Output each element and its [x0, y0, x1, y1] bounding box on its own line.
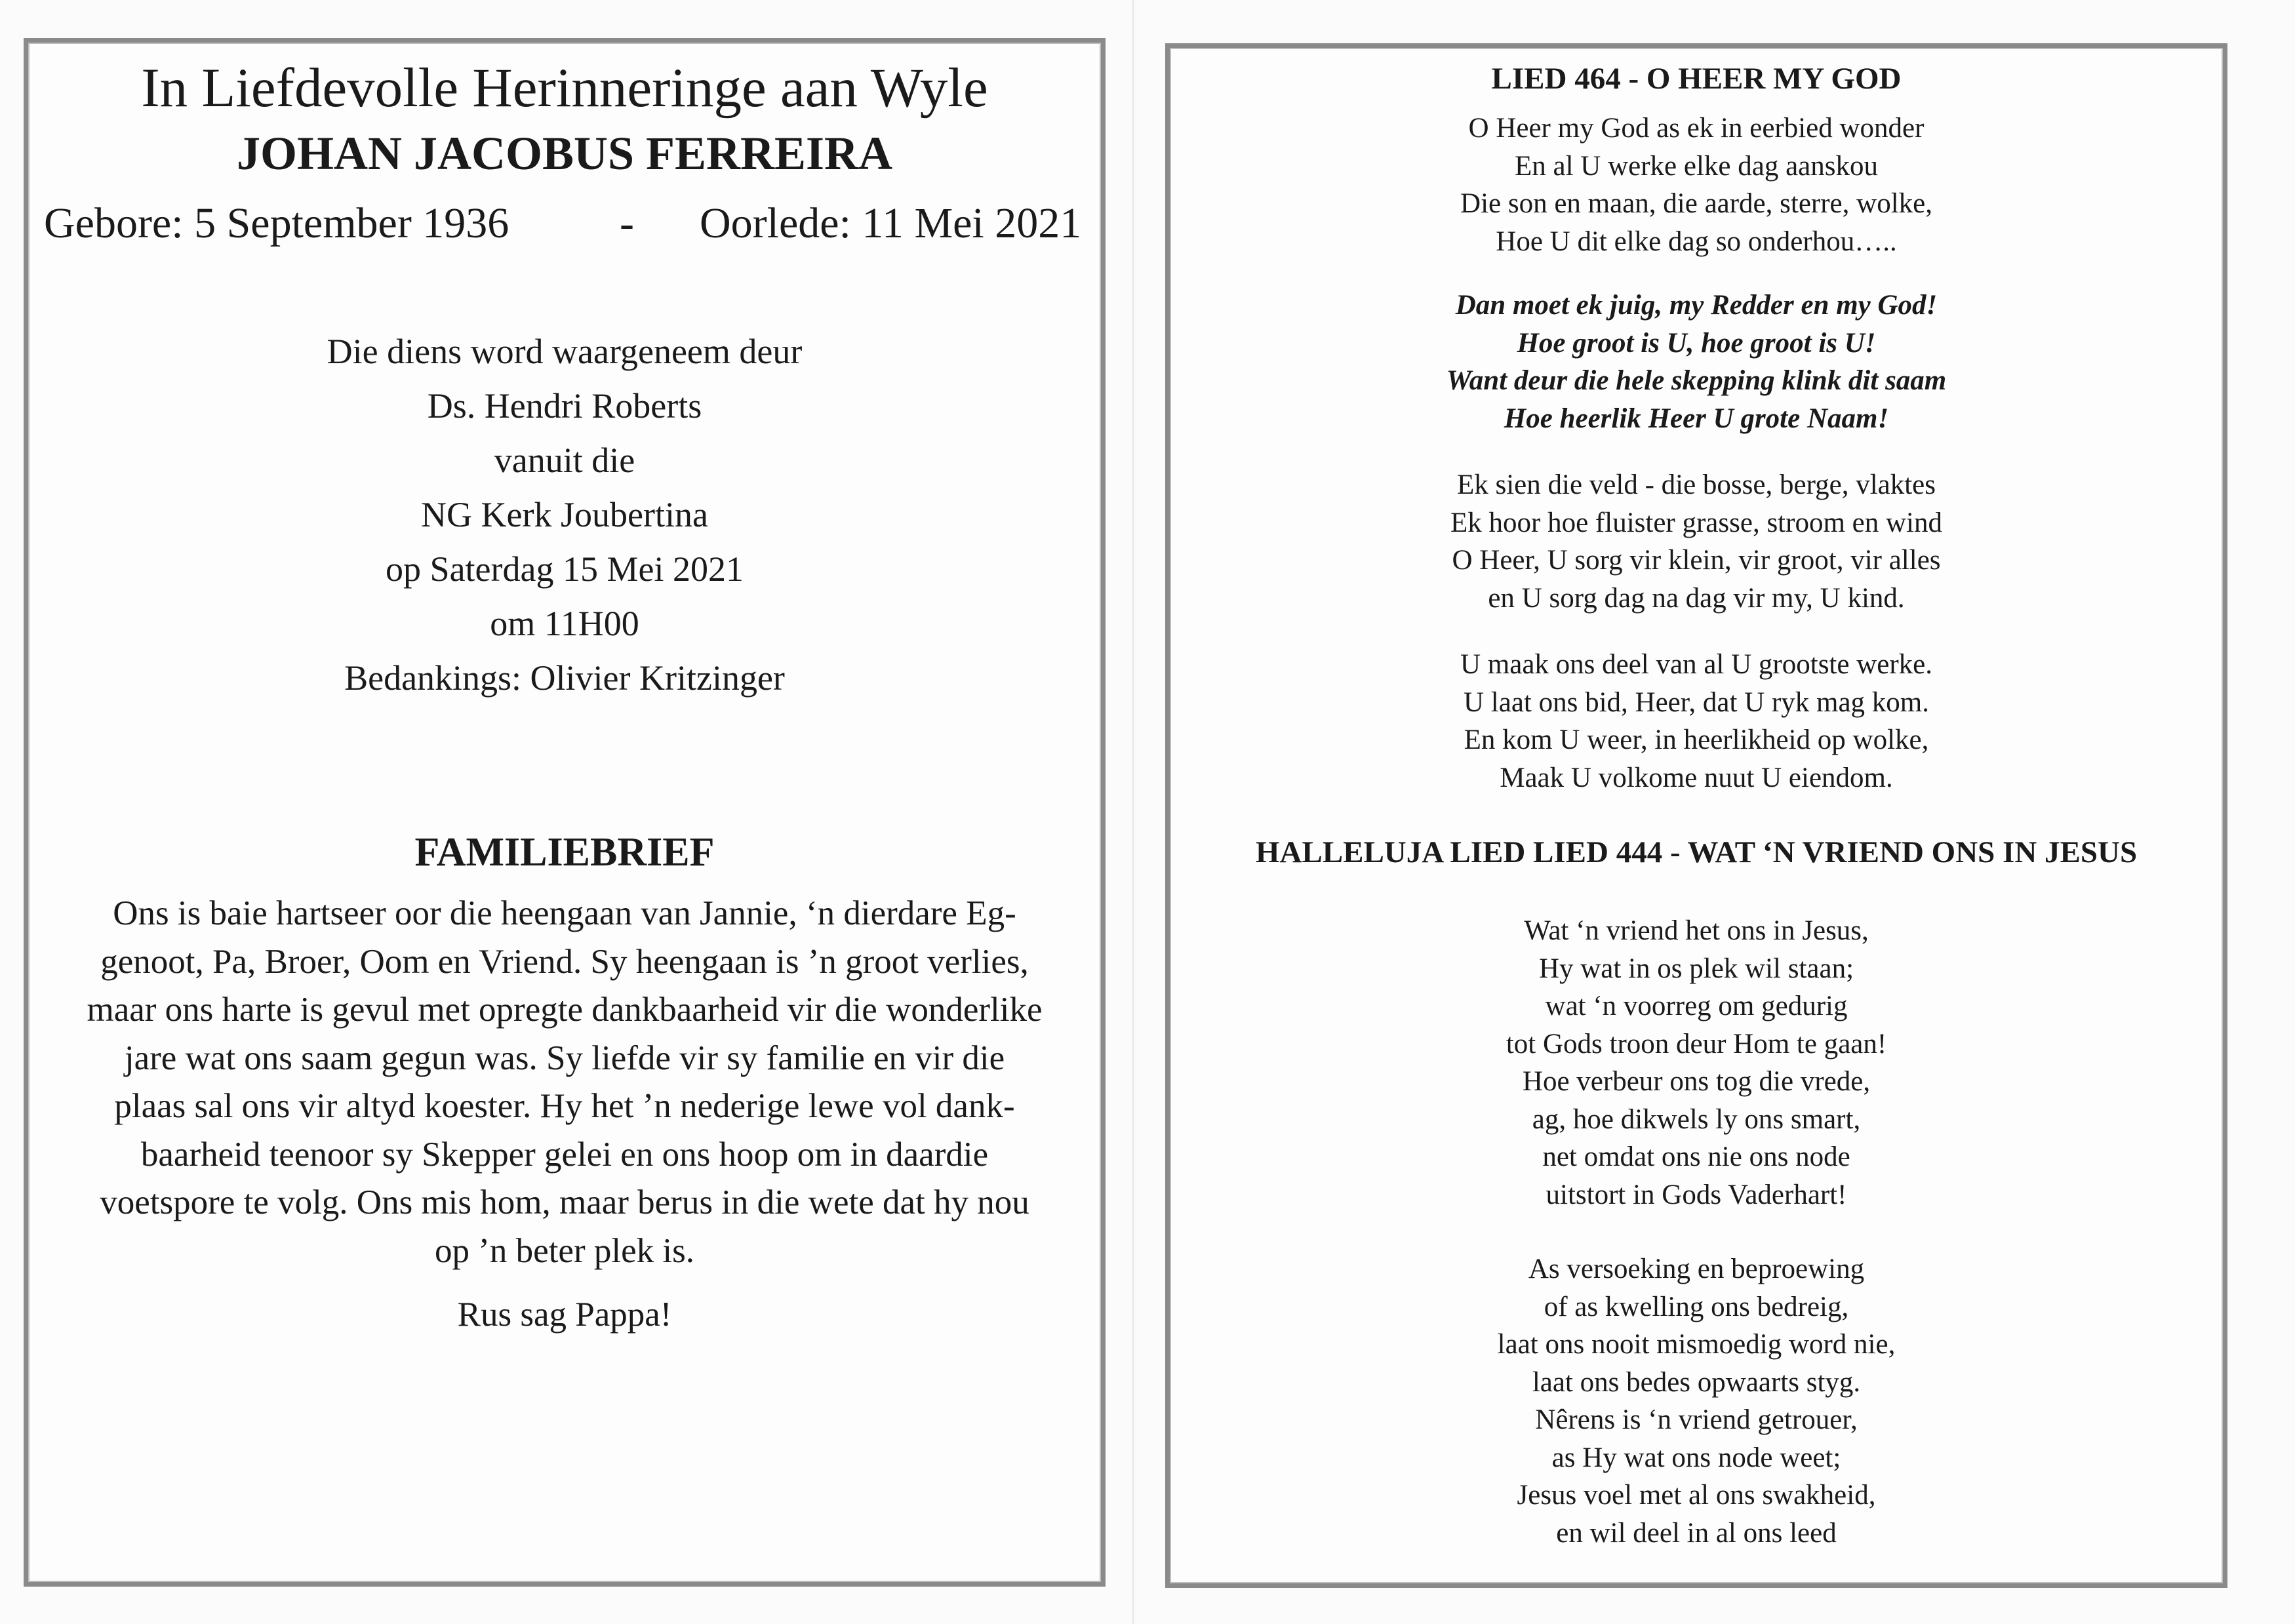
lyric-line: O Heer, U sorg vir klein, vir groot, vir alles: [1452, 545, 1941, 576]
lyric-line: Want deur die hele skepping klink dit saam: [1446, 365, 1947, 396]
lyric-line: U maak ons deel van al U grootste werke.: [1460, 649, 1933, 680]
lyric-line: as Hy wat ons node weet;: [1551, 1442, 1841, 1473]
lyric-line: Maak U volkome nuut U eiendom.: [1500, 762, 1893, 793]
lyric-line: As versoeking en beproewing: [1528, 1254, 1865, 1284]
memorial-heading: In Liefdevolle Herinneringe aan Wyle: [141, 57, 988, 119]
deceased-name: JOHAN JACOBUS FERREIRA: [236, 127, 893, 180]
lyric-line: en U sorg dag na dag vir my, U kind.: [1488, 582, 1905, 614]
birth-date: Gebore: 5 September 1936: [44, 199, 509, 247]
letter-line: Ons is baie hartseer oor die heengaan van Jannie, ‘n dierdare Eg-: [113, 894, 1016, 932]
letter-line: baarheid teenoor sy Skepper gelei en ons hoop om in daardie: [140, 1135, 989, 1174]
lyric-line: En al U werke elke dag aanskou: [1514, 150, 1878, 182]
lyric-line: Hoe heerlik Heer U grote Naam!: [1504, 403, 1889, 434]
lyric-line: wat ‘n voorreg om gedurig: [1545, 991, 1848, 1021]
hymn-464-chorus: [1170, 287, 2223, 437]
farewell-line: Rus sag Pappa!: [457, 1296, 672, 1334]
service-line: vanuit die: [494, 441, 635, 480]
dates-separator: -: [620, 199, 634, 247]
lyric-line: O Heer my God as ek in eerbied wonder: [1468, 113, 1925, 144]
hymn-464-stanza-1: [1170, 109, 2223, 260]
lyric-line: Hoe U dit elke dag so onderhou…..: [1496, 226, 1897, 257]
letter-line: maar ons harte is gevul met opregte dankbaarheid vir die wonderlike: [87, 991, 1043, 1029]
service-line: op Saterdag 15 Mei 2021: [386, 549, 744, 589]
service-line: NG Kerk Joubertina: [421, 495, 708, 534]
lyric-line: Wat ‘n vriend het ons in Jesus,: [1524, 915, 1869, 946]
lyric-line: Hy wat in os plek wil staan;: [1538, 953, 1854, 984]
lyric-line: Jesus voel met al ons swakheid,: [1517, 1480, 1876, 1511]
lyric-line: Hoe verbeur ons tog die vrede,: [1522, 1066, 1871, 1097]
letter-line: plaas sal ons vir altyd koester. Hy het ’n nederige lewe vol dank-: [114, 1087, 1015, 1125]
lyric-line: net omdat ons nie ons node: [1542, 1141, 1850, 1172]
hymn-444-stanza-1: [1170, 912, 2223, 1214]
lyric-line: Dan moet ek juig, my Redder en my God!: [1455, 290, 1938, 321]
lyric-line: Nêrens is ‘n vriend getrouer,: [1535, 1404, 1858, 1435]
lyric-line: Hoe groot is U, hoe groot is U!: [1517, 327, 1876, 359]
letter-line: jare wat ons saam gegun was. Sy liefde vir sy familie en vir die: [124, 1039, 1005, 1077]
service-line: Ds. Hendri Roberts: [427, 386, 702, 426]
service-line: Bedankings: Olivier Kritzinger: [344, 658, 785, 698]
lyric-line: En kom U weer, in heerlikheid op wolke,: [1464, 724, 1929, 755]
hymns-panel: [1165, 43, 2227, 1588]
letter-line: op ’n beter plek is.: [435, 1231, 694, 1270]
memorial-panel: [24, 38, 1106, 1587]
hymn-464-stanza-2: [1170, 466, 2223, 617]
letter-line: genoot, Pa, Broer, Oom en Vriend. Sy heengaan is ’n groot verlies,: [100, 942, 1029, 981]
lyric-line: tot Gods troon deur Hom te gaan!: [1506, 1028, 1887, 1060]
hymn-464-title: LIED 464 - O HEER MY GOD: [1491, 62, 1902, 96]
service-line: Die diens word waargeneem deur: [327, 332, 803, 371]
page-fold: [1132, 0, 1134, 1624]
family-letter-title: FAMILIEBRIEF: [414, 830, 715, 875]
lyric-line: en wil deel in al ons leed: [1556, 1517, 1837, 1549]
letter-line: voetspore te volg. Ons mis hom, maar berus in die wete dat hy nou: [100, 1183, 1029, 1221]
lyric-line: U laat ons bid, Heer, dat U ryk mag kom.: [1463, 686, 1929, 718]
lyric-line: uitstort in Gods Vaderhart!: [1546, 1179, 1847, 1210]
lyric-line: Ek sien die veld - die bosse, berge, vlaktes: [1456, 469, 1936, 500]
hymn-444-stanza-2: [1170, 1250, 2223, 1552]
service-line: om 11H00: [490, 604, 639, 643]
hymn-464-stanza-3: [1170, 646, 2223, 797]
lyric-line: laat ons nooit mismoedig word nie,: [1497, 1329, 1896, 1360]
lyric-line: of as kwelling ons bedreig,: [1544, 1291, 1849, 1322]
service-details: [28, 325, 1101, 705]
lyric-line: Ek hoor hoe fluister grasse, stroom en wind: [1450, 507, 1942, 538]
family-letter-body: [28, 890, 1101, 1275]
death-date: Oorlede: 11 Mei 2021: [700, 199, 1082, 247]
hymn-444-title: HALLELUJA LIED LIED 444 - WAT ‘N VRIEND ONS IN JESUS: [1255, 835, 2138, 869]
lyric-line: laat ons bedes opwaarts styg.: [1532, 1366, 1861, 1398]
lyric-line: ag, hoe dikwels ly ons smart,: [1532, 1103, 1861, 1135]
lyric-line: Die son en maan, die aarde, sterre, wolke,: [1460, 188, 1932, 219]
